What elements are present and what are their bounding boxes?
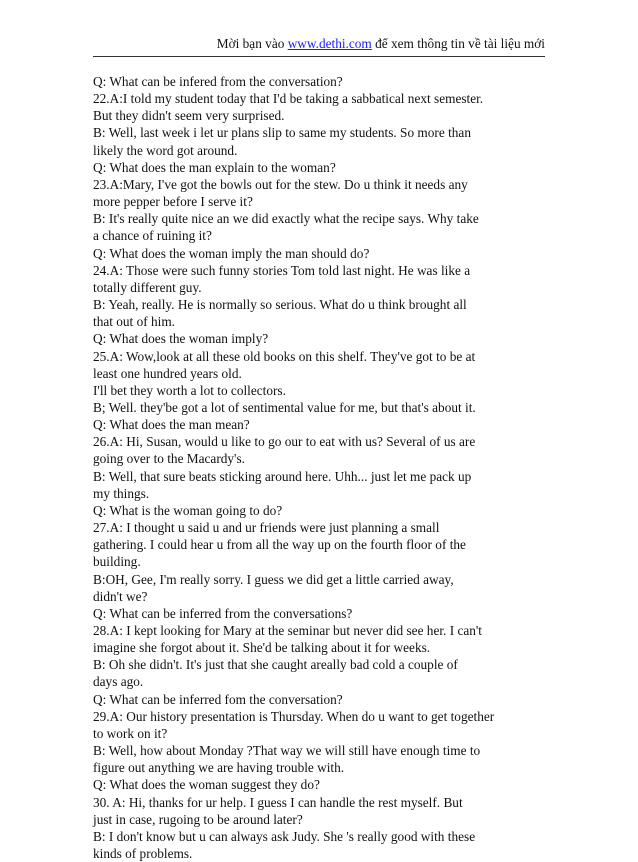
text-line: B: Well, that sure beats sticking around here. Uhh... just let me pack up [93,468,472,484]
text-line: B:OH, Gee, I'm really sorry. I guess we did get a little carried away, [93,571,454,587]
text-line: gathering. I could hear u from all the way up on the fourth floor of the [93,537,466,553]
text-line: imagine she forgot about it. She'd be talking about it for weeks. [93,640,431,656]
text-line: B: Yeah, really. He is normally so serious. What do u think brought all [93,297,467,313]
text-line: 29.A: Our history presentation is Thursday. When do u want to get together [93,708,495,724]
text-line: B: Well, how about Monday ?That way we will still have enough time to [93,743,481,759]
text-line: B; Well. they'be got a lot of sentimental value for me, but that's about it. [93,399,476,415]
text-line: 27.A: I thought u said u and ur friends were just planning a small [93,520,440,536]
text-line: my things. [93,485,150,501]
text-line: B: Well, last week i let ur plans slip to same my students. So more than [93,125,471,141]
text-line: I'll bet they worth a lot to collectors. [93,382,286,398]
header-divider [93,56,545,57]
text-line: 25.A: Wow,look at all these old books on this shelf. They've got to be at [93,348,476,364]
header-link[interactable]: www.dethi.com [287,36,372,51]
text-line: B: Oh she didn't. It's just that she caught areally bad cold a couple of [93,657,458,673]
text-line: B: It's really quite nice an we did exactly what the recipe says. Why take [93,211,479,227]
text-line: 30. A: Hi, thanks for ur help. I guess I can handle the rest myself. But [93,794,463,810]
text-line: B: I don't know but u can always ask Judy. She 's really good with these [93,828,476,844]
text-line: Q: What does the woman suggest they do? [93,777,320,793]
text-line: Q: What does the man mean? [93,417,250,433]
text-line: Q: What can be infered from the conversation? [93,74,343,89]
header-prefix: Mời bạn vào [216,36,288,51]
text-line: Q: What can be inferred from the conversations? [93,605,353,621]
text-line: that out of him. [93,314,175,330]
text-line: to work on it? [93,725,168,741]
text-line: more pepper before I serve it? [93,194,253,210]
text-line: just in case, rugoing to be around later? [93,811,303,827]
text-line: totally different guy. [93,279,202,295]
text-line: Q: What does the woman imply the man should do? [93,245,370,261]
text-line: Q: What does the man explain to the woman? [93,159,336,175]
document-body [93,73,563,862]
text-line: 23.A:Mary, I've got the bowls out for the stew. Do u think it needs any [93,176,468,192]
text-line: didn't we? [93,588,148,604]
text-line: But they didn't seem very surprised. [93,108,285,124]
text-line: 28.A: I kept looking for Mary at the seminar but never did see her. I can't [93,623,482,638]
text-line: Q: What does the woman imply? [93,331,269,347]
text-line: least one hundred years old. [93,365,242,381]
text-line: likely the word got around. [93,142,238,158]
text-line: 22.A:I told my student today that I'd be taking a sabbatical next semester. [93,91,484,107]
text-line: Q: What can be inferred fom the conversation? [93,691,343,707]
header-suffix: để xem thông tin về tài liệu mới [371,36,545,51]
text-line: 26.A: Hi, Susan, would u like to go our to eat with us? Several of us are [93,434,476,450]
text-line: kinds of problems. [93,846,193,862]
text-line: 24.A: Those were such funny stories Tom told last night. He was like a [93,262,471,278]
text-line: a chance of ruining it? [93,228,212,244]
page-header [93,36,545,52]
text-line: Q: What is the woman going to do? [93,502,283,518]
text-line: days ago. [93,674,144,690]
text-line: going over to the Macardy's. [93,451,245,467]
text-line: building. [93,554,141,570]
text-line: figure out anything we are having trouble with. [93,760,345,776]
